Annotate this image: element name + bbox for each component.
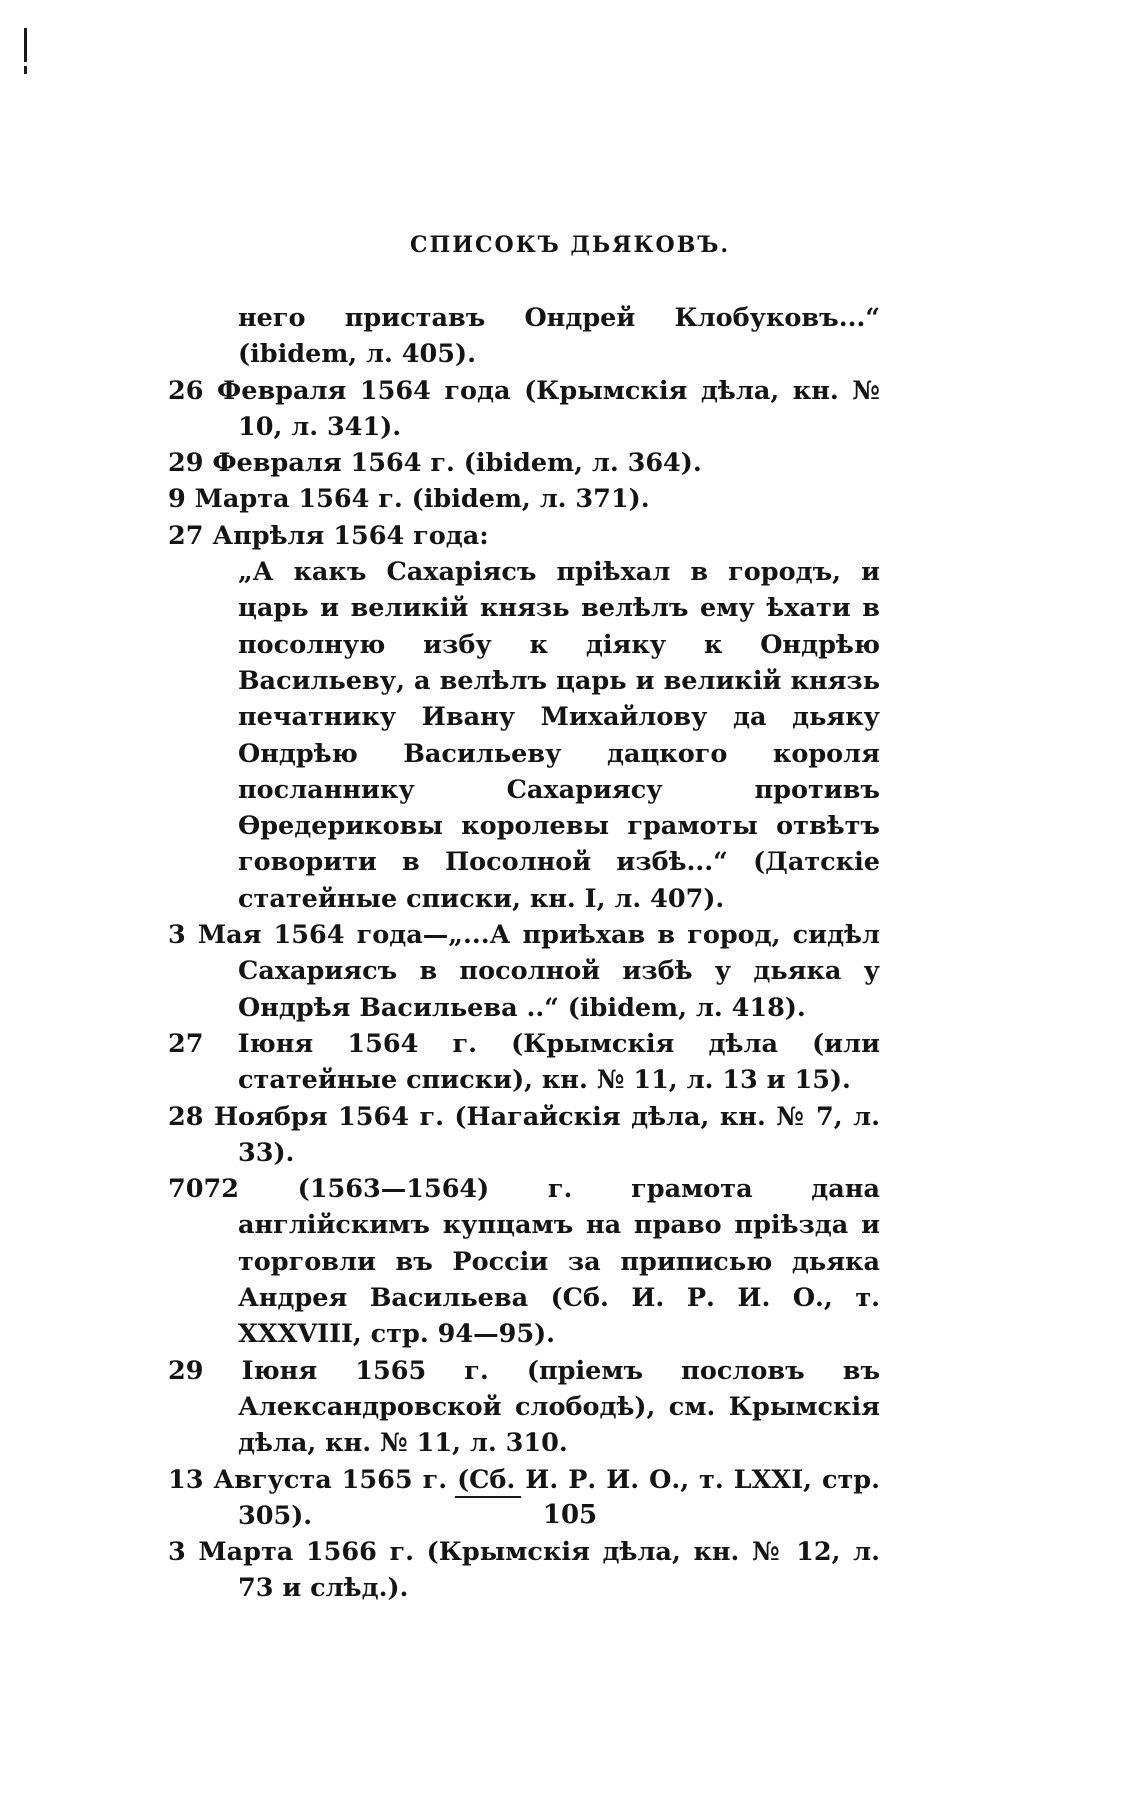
entry-1564-02-29: 29 Февраля 1564 г. (ibidem, л. 364). xyxy=(168,448,702,479)
running-head: СПИСОКЪ ДЬЯКОВЪ. xyxy=(409,232,731,258)
entry-continued: него приставъ Ондрей Клобуковъ...“ (ibidem, л. 405). xyxy=(238,303,880,370)
entry-list xyxy=(168,300,880,1607)
entry-1564-05-03: 3 Мая 1564 года—„...А приѣхав в город, сидѣл Сахариясъ в посолной избѣ у дьяка у Ондрѣя Васильева ..“ (ibidem, л. 418). xyxy=(168,920,880,1023)
entry-1564-04-27: 27 Апрѣля 1564 года: xyxy=(168,520,489,551)
entry-1565-08-13: 13 Августа 1565 г. (Сб. И. Р. И. О., т. LXXI, стр. 305). xyxy=(168,1464,880,1531)
entry-1566-03-03: 3 Марта 1566 г. (Крымскія дѣла, кн. № 12, л. 73 и слѣд.). xyxy=(168,1537,880,1604)
entry-7072: 7072 (1563—1564) г. грамота дана англійскимъ купцамъ на право пріѣзда и торговли въ Россіи за приписью дьяка Андрея Васильева (Сб. И. Р. И. О., т. XXXVIII, стр. 94—95). xyxy=(168,1174,880,1350)
page-number-rule xyxy=(455,1496,521,1498)
entry-1564-03-09: 9 Марта 1564 г. (ibidem, л. 371). xyxy=(168,484,650,515)
page-number: 105 xyxy=(542,1500,598,1530)
entry-1564-11-28: 28 Ноября 1564 г. (Нагайскія дѣла, кн. № 7, л. 33). xyxy=(168,1101,880,1168)
entry-1564-02-26: 26 Февраля 1564 года (Крымскія дѣла, кн. № 10, л. 341). xyxy=(168,375,880,442)
margin-mark-dot xyxy=(24,66,27,74)
entry-1565-06-29: 29 Іюня 1565 г. (пріемъ пословъ въ Александровской слободѣ), см. Крымскія дѣла, кн. № 11, л. 310. xyxy=(168,1355,880,1459)
entry-1564-06-27: 27 Іюня 1564 г. (Крымскія дѣла (или статейные списки), кн. № 11, л. 13 и 15). xyxy=(168,1028,880,1096)
entry-1564-04-27-quote: „А какъ Сахаріясъ пріѣхал в городъ, и царь и великій князь велѣлъ ему ѣхати в посолную избу к діяку к Ондрѣю Васильеву, а велѣлъ царь и великій князь печатнику Ивану Михайлову да дьяку Ондрѣю Васильеву дацкого короля посланнику Сахариясу противъ Ѳредериковы королевы грамоты отвѣтъ говорити в Посолной избѣ...“ (Датскіе статейные списки, кн. I, л. 407). xyxy=(238,557,880,914)
